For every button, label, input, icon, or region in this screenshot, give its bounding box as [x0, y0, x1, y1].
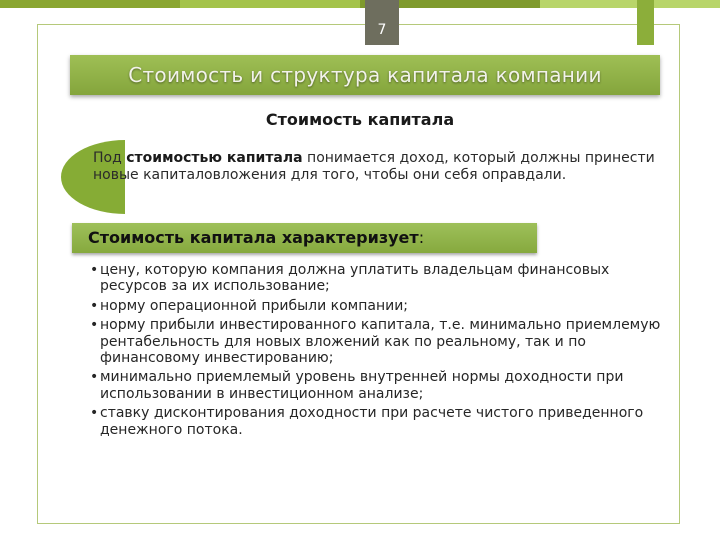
list-item-text: ставку дисконтирования доходности при расчете чистого приведенного денежного потока. — [100, 405, 644, 438]
slide-title: Стоимость и структура капитала компании — [128, 63, 602, 87]
definition-rest: понимается доход, который должны принести новые капиталовложения для того, чтобы они себя оправдали. — [93, 150, 655, 183]
list-item-text: норму операционной прибыли компании; — [100, 297, 409, 314]
bullet-icon: • — [90, 405, 99, 422]
decorative-tab — [637, 0, 654, 45]
list-item — [90, 298, 680, 314]
list-item — [90, 369, 680, 402]
definition-paragraph — [93, 150, 693, 183]
list-item-text: минимально приемлемый уровень внутренней нормы доходности при использовании в инвестиционном анализе; — [100, 369, 624, 402]
definition-emphasis: стоимостью капитала — [126, 150, 303, 166]
definition-prefix: Под — [93, 150, 127, 166]
bullet-icon: • — [90, 317, 99, 334]
top-stripe — [180, 0, 360, 8]
list-item-text: цену, которую компания должна уплатить владельцам финансовых ресурсов за их использование; — [100, 262, 610, 295]
section-header-label: Стоимость капитала характеризует — [88, 228, 419, 247]
list-item-text: норму прибыли инвестированного капитала, т.е. минимально приемлемую рентабельность для новых вложений как по реальному, так и по финансовому инвестированию; — [100, 317, 661, 367]
section-header — [88, 223, 528, 253]
bullet-icon: • — [90, 262, 99, 278]
list-item — [90, 262, 680, 295]
bullet-icon: • — [90, 369, 99, 386]
page-number: 7 — [377, 22, 387, 38]
bullet-list — [90, 262, 680, 441]
list-item — [90, 405, 680, 438]
top-stripe — [540, 0, 720, 8]
bullet-icon: • — [90, 297, 99, 314]
list-item — [90, 317, 680, 366]
section-header-colon: : — [418, 228, 425, 247]
slide-subtitle: Стоимость капитала — [265, 110, 455, 129]
top-stripe — [0, 0, 180, 8]
